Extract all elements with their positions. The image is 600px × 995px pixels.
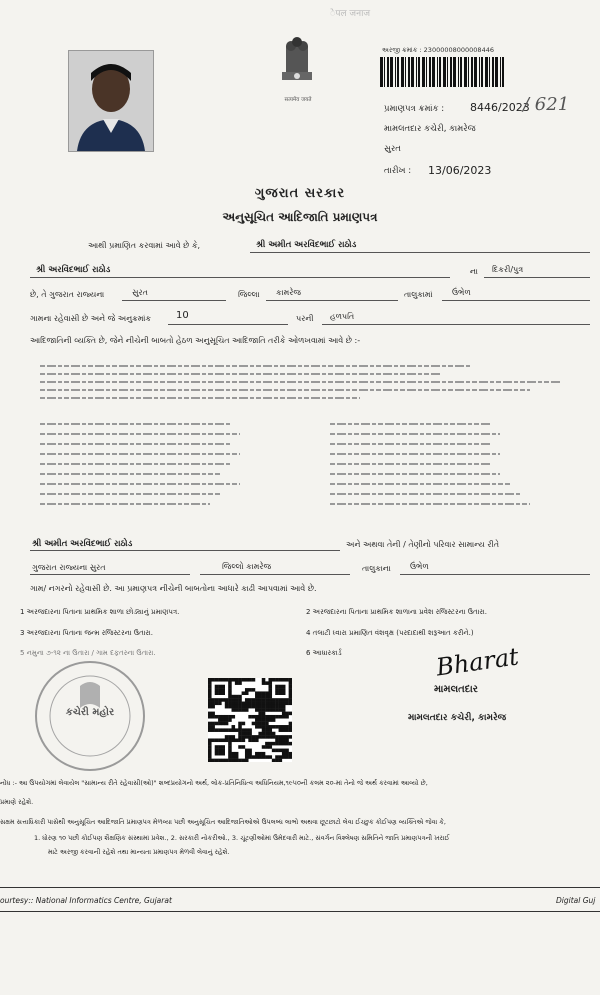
emblem-caption: सत्यमेव जयते — [284, 97, 312, 103]
national-emblem — [272, 32, 322, 92]
resident-district: જિલ્લો કામરેજ — [222, 562, 272, 571]
resident-village: ઉંભેળ — [410, 562, 429, 571]
note-usual-resident-cont: પ્રમાણે રહેશે. — [0, 798, 34, 806]
footer-digital-gujarat: Digital Guj — [556, 896, 596, 905]
application-number: અરજી ક્રમાંક : 23000008000008446 — [382, 46, 494, 54]
relation-value: દિકરી/પુત્ર — [492, 265, 524, 274]
doc-item-1: 1 અરજદારના પિતાના પ્રાથમિક શાળા છોડ્યાનું પ્રમાણપત્ર. — [20, 608, 180, 616]
top-faded-note: ेेपल जनाज — [330, 9, 371, 19]
note-benefits-end: માટે અરજી કરવાની રહેશે તથા માન્યતા પ્રમાણપત્ર મેળવી લેવાનું રહેશે. — [48, 848, 230, 856]
note-usual-resident: નોંધ :- આ ઉપયોગમાં લેવાયેલ "સામાન્ય રીતે રહેવાસી(ઓ)" શબ્દપ્રયોગનો અર્થ, લોક-પ્રતિનિધિત્વ અધિનિયમ,૧૯૫૦ની કલમ ૨૦-માં તેનો જે અર્થ કરવામાં આવ્યો છે, — [0, 779, 428, 787]
certificate-title: અનુસૂચિત આદિજાતિ પ્રમાણપત્ર — [222, 210, 378, 224]
certificate-number-value: 8446/2023 — [470, 101, 530, 114]
date-label: તારીખ : — [384, 166, 412, 176]
resident-name: શ્રી અમીત અરવિંદભાઈ રાઠોડ — [32, 539, 133, 549]
relation-label: ના — [470, 267, 478, 276]
serial-prefix: ગામના રહેવાસી છે અને જે અનુક્રમાંક — [30, 314, 152, 323]
office-name: મામલતદાર કચેરી, કામરેજ — [384, 124, 476, 134]
barcode — [380, 57, 508, 87]
date-value: 13/06/2023 — [428, 164, 492, 177]
qr-code — [208, 678, 292, 762]
resident-line2: ગામ/ નગરનો રહેવાસી છે. આ પ્રમાણપત્ર નીચેની બાબતોના આધારે કાઢી આપવામાં આવે છે. — [30, 584, 317, 593]
footer-courtesy: ourtesy:: National Informatics Centre, Gujarat — [0, 896, 172, 905]
district-value: સુરત — [132, 288, 148, 297]
intro-text: આથી પ્રમાણિત કરવામાં આવે છે કે, — [88, 241, 201, 250]
doc-item-4: 4 તલાટી ધ્વારા પ્રમાણિત વંશવૃક્ષ (પરદાદાથી શરૂઆત કરીને.) — [306, 629, 474, 637]
taluka-value: કામરેજ — [276, 288, 301, 297]
applicant-photo — [68, 50, 154, 152]
certificate-number-label: પ્રમાણપત્ર ક્રમાંક : — [384, 104, 445, 114]
signature: Bharat — [434, 642, 521, 682]
government-title: ગુજરાત સરકાર — [254, 186, 346, 201]
signatory-office: મામલતદાર કચેરી, કામરેજ — [408, 713, 507, 723]
note-benefits-list: 1. ધોરણ ૧૦ પછી કોઈપણ શૈક્ષણિક સંસ્થામાં પ્રવેશ., 2. સરકારી નોકરીઓ., 3. ચૂંટણીઓમાં ઉમેદવારી માટે., સંવર્ગન વિશ્લેષણ સમિતિને જાતિ પ્રમાણપત્રની ખરાઈ — [34, 834, 450, 842]
city-name: સુરત — [384, 144, 401, 154]
doc-item-6: 6 આધારકાર્ડ — [306, 649, 342, 657]
father-name: શ્રી અરવિંદભાઈ રાઠોડ — [36, 265, 111, 275]
stamp-text: કચેરી મહોર — [65, 707, 115, 718]
serial-suffix: પરની — [296, 314, 314, 323]
tribe-statement: આદિજાતિની વ્યક્તિ છે, જેને નીચેની બાબતો હેઠળ અનુસૂચિત આદિજાતિ તરીકે ઓળખવામાં આવે છે :- — [30, 336, 361, 345]
serial-number: 10 — [176, 310, 189, 321]
applicant-name: શ્રી અમીત અરવિંદભાઈ રાઠોડ — [256, 240, 357, 250]
resident-state: ગુજરાત રાજ્યના સુરત — [32, 563, 106, 572]
tribe-name: હળપતિ — [330, 312, 355, 321]
legal-references — [40, 348, 580, 518]
state-prefix: છે, તે ગુજરાત રાજ્યના — [30, 290, 105, 299]
taluka-label: તાલુકામાં — [404, 290, 433, 299]
doc-item-2: 2 અરજદારના પિતાના પ્રાથમિક શાળાના પ્રવેશ રજિસ્ટરના ઉતારા. — [306, 608, 487, 616]
note-benefits: સક્ષમ સત્તાધિકારી પાસેથી અનુસૂચિત આદિજાતિ પ્રમાણપત્ર મેળવ્યા પછી અનુસૂચિત આદિજાતિઓએ ઉપલબ્ધ લાભો અથવા છૂટછાટો લેવા ઈચ્છુક કોઈપણ વ્યક્તિએ જેવા કે, — [0, 818, 446, 826]
doc-item-3: 3 અરજદારના પિતાના જન્મ રજિસ્ટરના ઉતારા. — [20, 629, 153, 637]
doc-item-5: 5 નમુના ૭-૧૨ ના ઉતારા / ગામ દફતરના ઉતારા. — [20, 649, 156, 657]
resident-taluka-label: તાલુકાના — [362, 564, 391, 573]
district-label: જિલ્લા — [238, 290, 260, 299]
handwritten-number: / 621 — [523, 94, 570, 115]
village-value: ઉંભેળ — [452, 288, 471, 297]
signatory-title: મામલતદાર — [434, 684, 478, 695]
resident-suffix: અને અથવા તેની / તેણીનો પરિવાર સામાન્ય રીતે — [346, 540, 500, 549]
